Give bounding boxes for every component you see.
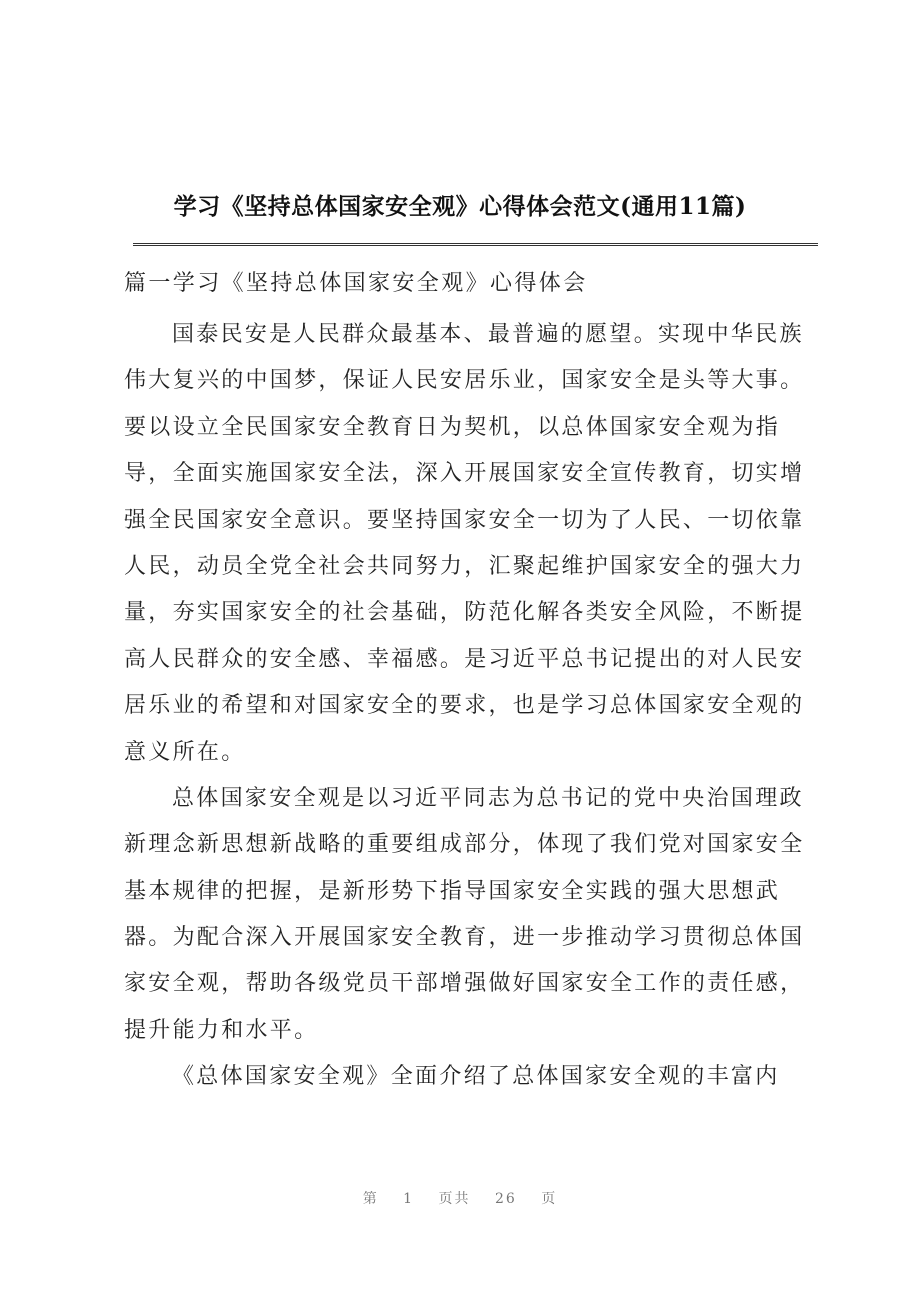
total-pages: 26 — [495, 1191, 517, 1207]
section-heading: 篇一学习《坚持总体国家安全观》心得体会 — [124, 271, 588, 296]
footer-middle: 页共 — [438, 1191, 471, 1207]
text-line: 《总体国家安全观》全面介绍了总体国家安全观的丰富内 — [172, 1064, 780, 1090]
text-line: 人民，动员全党全社会共同努力，汇聚起维护国家安全的强大力 — [124, 553, 805, 579]
paragraph-2 — [124, 776, 824, 1054]
document-title: 学习《坚持总体国家安全观》心得体会范文(通用11篇) — [173, 193, 747, 220]
text-line: 居乐业的希望和对国家安全的要求，也是学习总体国家安全观的 — [124, 693, 805, 719]
footer-prefix: 第 — [362, 1191, 379, 1207]
text-line: 要以设立全民国家安全教育日为契机，以总体国家安全观为指 — [124, 414, 781, 440]
text-line: 提升能力和水平。 — [124, 1017, 319, 1043]
text-line: 总体国家安全观是以习近平同志为总书记的党中央治国理政 — [172, 785, 804, 811]
text-line: 国泰民安是人民群众最基本、最普遍的愿望。实现中华民族 — [172, 322, 804, 347]
current-page-number: 1 — [403, 1191, 415, 1207]
title-divider — [133, 243, 818, 246]
text-line: 新理念新思想新战略的重要组成部分，体现了我们党对国家安全 — [124, 832, 805, 858]
text-line: 伟大复兴的中国梦，保证人民安居乐业，国家安全是头等大事。 — [124, 368, 805, 394]
text-line: 量，夯实国家安全的社会基础，防范化解各类安全风险，不断提 — [124, 600, 805, 626]
paragraph-1 — [124, 312, 824, 776]
text-line: 基本规律的把握，是新形势下指导国家安全实践的强大思想武 — [124, 878, 781, 904]
text-line: 家安全观，帮助各级党员干部增强做好国家安全工作的责任感， — [124, 971, 805, 997]
document-body — [124, 312, 824, 1101]
text-line: 器。为配合深入开展国家安全教育，进一步推动学习贯彻总体国 — [124, 925, 805, 951]
paragraph-3 — [124, 1054, 824, 1100]
text-line: 意义所在。 — [124, 739, 246, 765]
footer-suffix: 页 — [541, 1191, 558, 1207]
text-line: 高人民群众的安全感、幸福感。是习近平总书记提出的对人民安 — [124, 646, 805, 672]
page-footer — [0, 1188, 920, 1208]
text-line: 强全民国家安全意识。要坚持国家安全一切为了人民、一切依靠 — [124, 507, 805, 533]
text-line: 导，全面实施国家安全法，深入开展国家安全宣传教育，切实增 — [124, 461, 805, 487]
